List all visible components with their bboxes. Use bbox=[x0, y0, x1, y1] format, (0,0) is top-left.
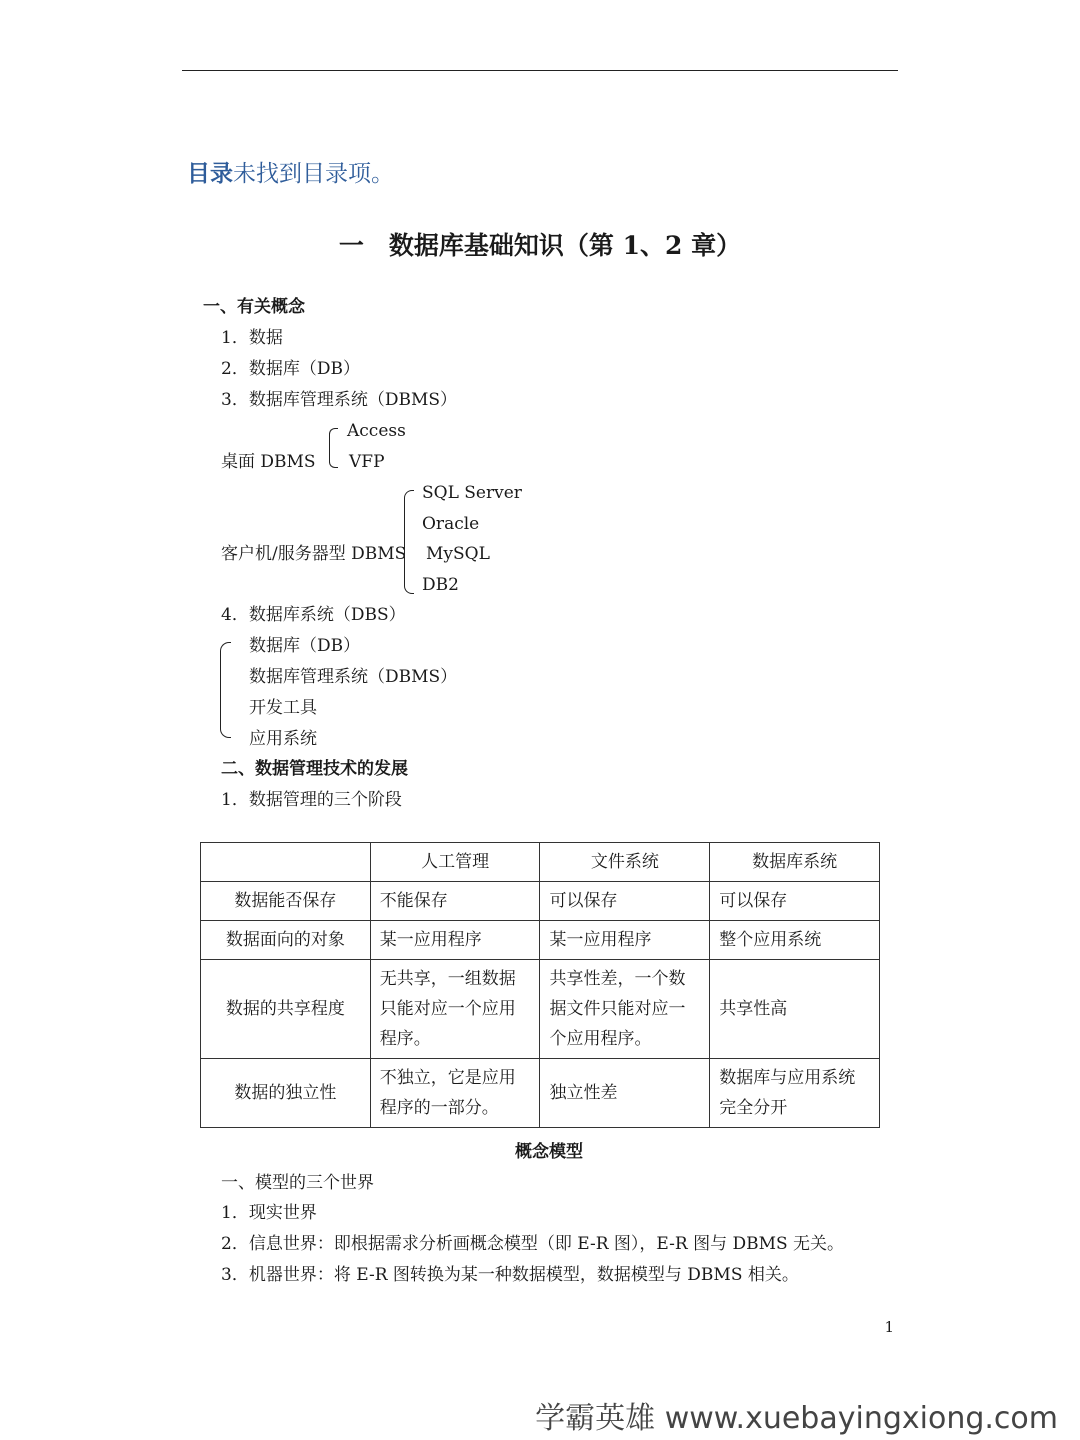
table-header-row bbox=[201, 843, 880, 882]
table-cell: 不能保存 bbox=[370, 882, 540, 921]
desktop-item-vfp: VFP bbox=[349, 452, 385, 472]
table-row bbox=[201, 921, 880, 960]
list-item: 1．现实世界 bbox=[221, 1203, 317, 1223]
dbs-item: 应用系统 bbox=[249, 729, 317, 749]
cs-item: MySQL bbox=[426, 544, 490, 564]
table-cell: 独立性差 bbox=[540, 1059, 710, 1128]
table-header-cell bbox=[201, 843, 371, 882]
table-header-cell: 文件系统 bbox=[540, 843, 710, 882]
table-cell: 某一应用程序 bbox=[540, 921, 710, 960]
table-cell: 某一应用程序 bbox=[370, 921, 540, 960]
toc-line bbox=[187, 155, 394, 188]
table-cell: 可以保存 bbox=[540, 882, 710, 921]
toc-heading[interactable]: 目录 bbox=[187, 160, 233, 187]
table-cell: 整个应用系统 bbox=[710, 921, 880, 960]
desktop-brace bbox=[329, 428, 338, 468]
stages-table bbox=[200, 842, 880, 1128]
list-item: 1．数据管理的三个阶段 bbox=[221, 790, 402, 810]
dbs-item: 数据库管理系统（DBMS） bbox=[249, 667, 458, 687]
watermark: 学霸英雄 www.xuebayingxiong.com bbox=[535, 1401, 1058, 1436]
cs-brace bbox=[404, 490, 414, 594]
section2-heading: 二、数据管理技术的发展 bbox=[221, 759, 408, 779]
table-header-cell: 人工管理 bbox=[370, 843, 540, 882]
table-cell: 数据的共享程度 bbox=[201, 960, 371, 1059]
section1-heading: 一、有关概念 bbox=[203, 297, 305, 317]
table-cell: 数据能否保存 bbox=[201, 882, 371, 921]
table-cell: 共享性差，一个数据文件只能对应一个应用程序。 bbox=[540, 960, 710, 1059]
table-header-cell: 数据库系统 bbox=[710, 843, 880, 882]
dbs-brace bbox=[220, 642, 231, 738]
list-item: 3．数据库管理系统（DBMS） bbox=[221, 390, 457, 410]
table-row bbox=[201, 960, 880, 1059]
desktop-item-access: Access bbox=[347, 421, 406, 441]
table-cell: 不独立，它是应用程序的一部分。 bbox=[370, 1059, 540, 1128]
table-cell: 无共享，一组数据只能对应一个应用程序。 bbox=[370, 960, 540, 1059]
header-rule bbox=[182, 70, 898, 71]
cs-dbms-label: 客户机/服务器型 DBMS bbox=[221, 544, 407, 564]
concept-title: 概念模型 bbox=[515, 1142, 583, 1162]
cs-item: Oracle bbox=[422, 514, 480, 534]
table-cell: 共享性高 bbox=[710, 960, 880, 1059]
table-cell: 可以保存 bbox=[710, 882, 880, 921]
page-number: 1 bbox=[884, 1318, 894, 1336]
concept-heading: 一、模型的三个世界 bbox=[221, 1173, 374, 1193]
list-item: 2．信息世界：即根据需求分析画概念模型（即 E-R 图），E-R 图与 DBMS 无关。 bbox=[221, 1234, 845, 1254]
list-item: 1．数据 bbox=[221, 328, 283, 348]
list-item: 4．数据库系统（DBS） bbox=[221, 605, 406, 625]
cs-item: DB2 bbox=[422, 575, 459, 595]
cs-item: SQL Server bbox=[422, 483, 522, 503]
table-cell: 数据的独立性 bbox=[201, 1059, 371, 1128]
dbs-item: 开发工具 bbox=[249, 698, 317, 718]
list-item: 2．数据库（DB） bbox=[221, 359, 360, 379]
table-row bbox=[201, 882, 880, 921]
list-item: 3．机器世界：将 E-R 图转换为某一种数据模型，数据模型与 DBMS 相关。 bbox=[221, 1265, 799, 1285]
toc-message: 未找到目录项。 bbox=[233, 161, 394, 187]
dbs-item: 数据库（DB） bbox=[249, 636, 361, 656]
desktop-dbms-label: 桌面 DBMS bbox=[221, 452, 316, 472]
chapter-title: 一 数据库基础知识（第 1、2 章） bbox=[338, 231, 742, 260]
table-cell: 数据面向的对象 bbox=[201, 921, 371, 960]
table-cell: 数据库与应用系统完全分开 bbox=[710, 1059, 880, 1128]
table-row bbox=[201, 1059, 880, 1128]
